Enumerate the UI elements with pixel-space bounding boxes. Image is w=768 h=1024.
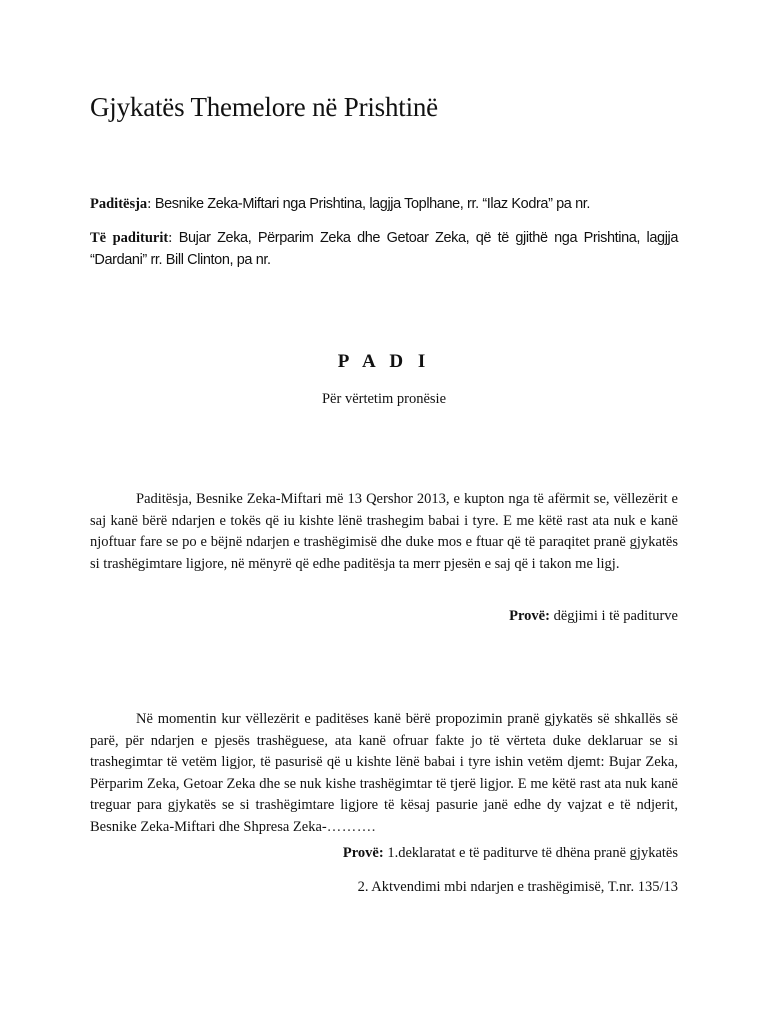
plaintiff-details: Besnike Zeka-Miftari nga Prishtina, lagjja Toplhane, rr. “Ilaz Kodra” pa nr. bbox=[154, 196, 591, 212]
document-title: P A D I bbox=[337, 351, 431, 372]
evidence-2-label: Provë: bbox=[342, 845, 384, 861]
evidence-2 bbox=[343, 845, 678, 862]
paragraph-1: Paditësja, Besnike Zeka-Miftari më 13 Qershor 2013, e kupton nga të afërmit se, vëllezërit e saj kanë bërë ndarjen e tokës që iu kishte lënë trashegim babai i tyre. E me këtë rast ata nuk e kanë njoftuar fare se po e bëjnë ndarjen e trashëgimisë dhe duke mos e ftuar që të paraqitet pranë gjykatës si trashëgimtare ligjore, në mënyrë që edhe paditësja ta merr pjesën e saj që i takon me ligj. bbox=[90, 491, 678, 572]
document-subtitle: Për vërtetim pronësie bbox=[321, 391, 446, 407]
plaintiff-line bbox=[90, 193, 678, 215]
defendants-separator: : bbox=[168, 230, 179, 246]
defendants-details: Bujar Zeka, Përparim Zeka dhe Getoar Zeka, që të gjithë nga Prishtina, lagjja “Dardani” rr. Bill Clinton, pa nr. bbox=[90, 230, 679, 268]
defendants-label: Të paditurit bbox=[90, 230, 169, 246]
court-title: Gjykatës Themelore në Prishtinë bbox=[90, 92, 438, 122]
paragraph-2 bbox=[90, 709, 678, 838]
plaintiff-separator: : bbox=[147, 196, 155, 212]
evidence-3 bbox=[358, 879, 678, 896]
paragraph-2-text: Në momentin kur vëllezërit e paditëses kanë bërë propozimin pranë gjykatës së shkallës së parë, për ndarjen e pjesës trashëguese, ata kanë ofruar fakte jo të vërteta duke deklaruar se si trashegimtar të vetëm ligjor, të pasurisë që u kishte lënë babai i tyre ishin vetëm djemt: Bujar Zeka, Përparim Zeka, Getoar Zeka dhe se nuk kishe trashëgimtar të tjerë ligjor. E me këtë rast ata nuk kanë treguar para gjykatës se si trashëgimtare ligjore të kësaj pasurie janë edhe dy vajzat e të ndjerit, Besnike Zeka-Miftari dhe Shpresa Zeka- bbox=[90, 711, 678, 835]
plaintiff-label: Paditësja bbox=[90, 196, 148, 212]
paragraph-2-ellipsis: ………. bbox=[326, 818, 376, 835]
evidence-2-text: 1.deklaratat e të paditurve të dhëna pranë gjykatës bbox=[383, 845, 678, 861]
evidence-1 bbox=[509, 608, 678, 625]
defendants-line bbox=[90, 227, 678, 271]
evidence-3-text: 2. Aktvendimi mbi ndarjen e trashëgimisë, T.nr. 135/13 bbox=[357, 879, 678, 895]
evidence-1-text: dëgjimi i të paditurve bbox=[549, 608, 678, 624]
evidence-1-label: Provë: bbox=[509, 608, 550, 624]
